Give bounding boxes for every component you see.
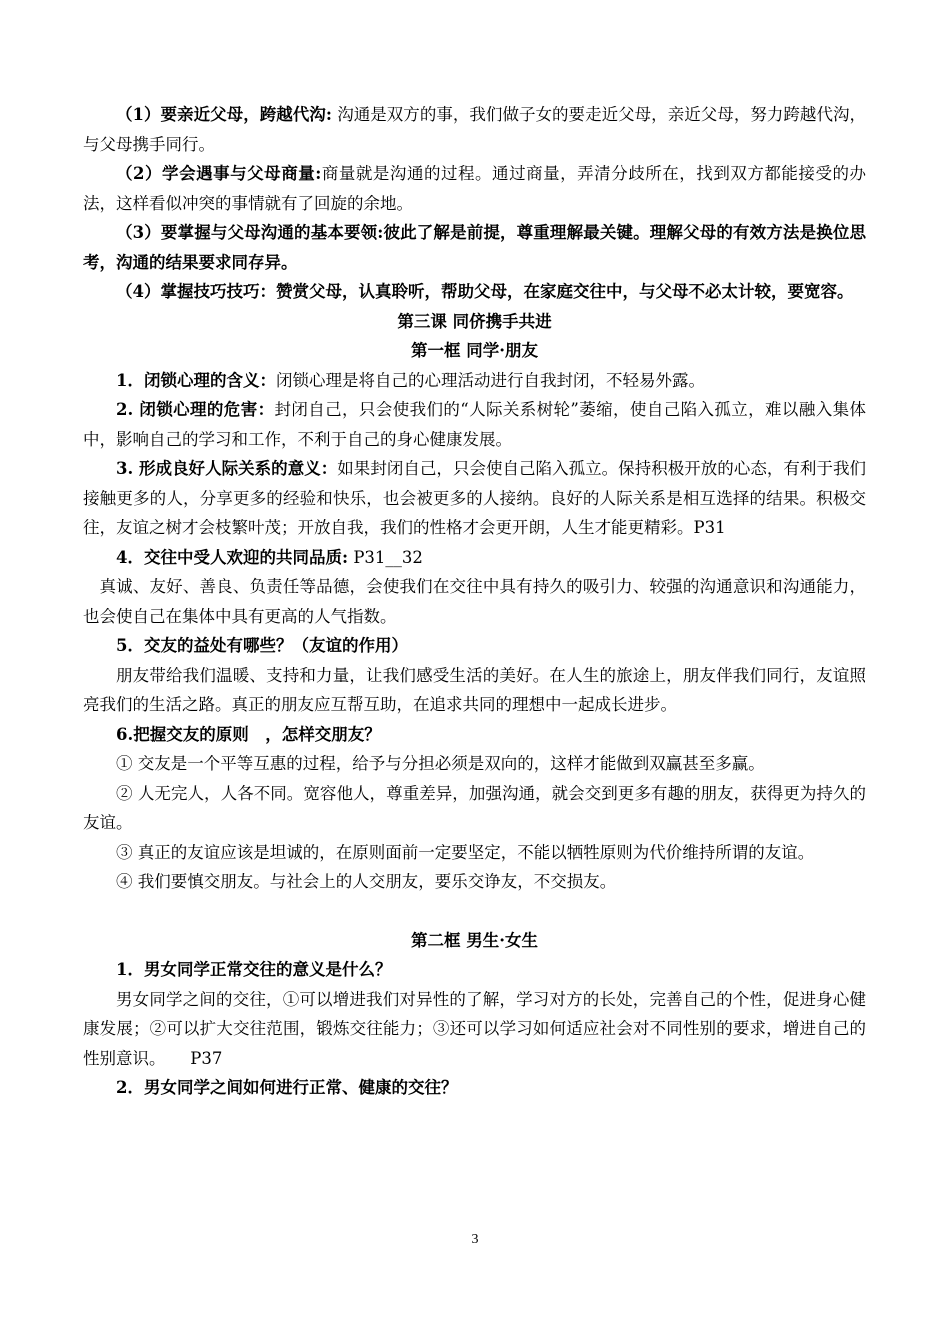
heading-consult-parents: （2）学会遇事与父母商量: <box>116 164 322 183</box>
text-closed-mind-meaning: 闭锁心理是将自己的心理活动进行自我封闭，不轻易外露。 <box>275 370 705 390</box>
frame-title-2: 第二框 男生·女生 <box>411 930 538 950</box>
paragraph-consult-parents <box>83 159 866 218</box>
paragraph-closed-mind-harm <box>83 395 866 454</box>
text-consult-parents: 商量就是沟通的过程。通过商量，弄清分歧所在，找到双方都能接受的办法，这样看似冲突的事情就有了回旋的余地。 <box>83 164 866 213</box>
heading-closed-mind-harm: 2. 闭锁心理的危害： <box>116 400 275 419</box>
list-item-principle-1: ① 交友是一个平等互惠的过程，给予与分担必须是双向的，这样才能做到双赢甚至多赢。 <box>116 754 765 773</box>
heading-relationship-meaning: 3. 形成良好人际关系的意义： <box>116 459 338 478</box>
heading-popular-qualities: 4．交往中受人欢迎的共同品质: <box>116 547 349 567</box>
lesson-title: 第三课 同侪携手共进 <box>397 311 552 331</box>
list-item-principle-4: ④ 我们要慎交朋友。与社会上的人交朋友，要乐交诤友，不交损友。 <box>116 872 617 891</box>
paragraph-closed-mind-meaning <box>83 366 866 396</box>
list-item-principle-2: ② 人无完人，人各不同。宽容他人，尊重差异，加强沟通，就会交到更多有趣的朋友，获得更为持久的友谊。 <box>83 783 866 832</box>
text-relationship-meaning: 如果封闭自己，只会使自己陷入孤立。保持积极开放的心态，有利于我们接触更多的人，分享更多的经验和快乐，也会被更多的人接纳。良好的人际关系是相互选择的结果。积极交往，友谊之树才会枝繁叶茂；开放自我，我们的性格才会更开朗，人生才能更精彩。P31 <box>83 459 866 537</box>
text-popular-qualities: 真诚、友好、善良、负责任等品德，会使我们在交往中具有持久的吸引力、较强的沟通意识和沟通能力，也会使自己在集体中具有更高的人气指数。 <box>83 577 866 626</box>
heading-friendship-benefits: 5．交友的益处有哪些？（友谊的作用） <box>116 636 408 655</box>
paragraph-popular-qualities <box>83 543 866 573</box>
paragraph-communication-skills: （4）掌握技巧技巧：赞赏父母，认真聆听，帮助父母，在家庭交往中，与父母不必太计较，要宽容。 <box>116 282 854 301</box>
text-closed-mind-harm: 封闭自己，只会使我们的“人际关系树轮”萎缩，使自己陷入孤立，难以融入集体中，影响自己的学习和工作，不利于自己的身心健康发展。 <box>83 400 866 449</box>
heading-healthy-interaction: 2．男女同学之间如何进行正常、健康的交往？ <box>116 1078 458 1097</box>
heading-friendship-principles: 6.把握交友的原则 ，怎样交朋友？ <box>116 724 381 744</box>
frame-title-1: 第一框 同学·朋友 <box>411 341 538 360</box>
text-approach-parents: 沟通是双方的事，我们做子女的要走近父母，亲近父母，努力跨越代沟，与父母携手同行。 <box>83 105 867 154</box>
text-friendship-benefits: 朋友带给我们温暖、支持和力量，让我们感受生活的美好。在人生的旅途上，朋友伴我们同行，友谊照亮我们的生活之路。真正的朋友应互帮互助，在追求共同的理想中一起成长进步。 <box>83 665 866 714</box>
heading-closed-mind-meaning: 1．闭锁心理的含义： <box>116 370 276 390</box>
text-normal-interaction-meaning: 男女同学之间的交往，①可以增进我们对异性的了解，学习对方的长处，完善自己的个性，促进身心健康发展；②可以扩大交往范围，锻炼交往能力；③还可以学习如何适应社会对不同性别的要求，增进自己的性别意识。 P37 <box>83 989 866 1068</box>
heading-normal-interaction-meaning: 1．男女同学正常交往的意义是什么？ <box>116 960 392 979</box>
paragraph-communication-essentials: （3）要掌握与父母沟通的基本要领:彼此了解是前提，尊重理解最关键。理解父母的有效方法是换位思考，沟通的结果要求同存异。 <box>83 223 866 272</box>
heading-approach-parents: （1）要亲近父母，跨越代沟: <box>116 105 332 124</box>
document-page <box>83 100 866 1103</box>
page-number: 3 <box>471 1232 479 1247</box>
page-ref-popular-qualities: P31__32 <box>348 547 423 567</box>
section-spacer <box>83 897 866 926</box>
list-item-principle-3: ③ 真正的友谊应该是坦诚的，在原则面前一定要坚定，不能以牺牲原则为代价维持所谓的友谊。 <box>116 842 815 862</box>
paragraph-approach-parents <box>83 100 866 159</box>
paragraph-relationship-meaning <box>83 454 866 543</box>
